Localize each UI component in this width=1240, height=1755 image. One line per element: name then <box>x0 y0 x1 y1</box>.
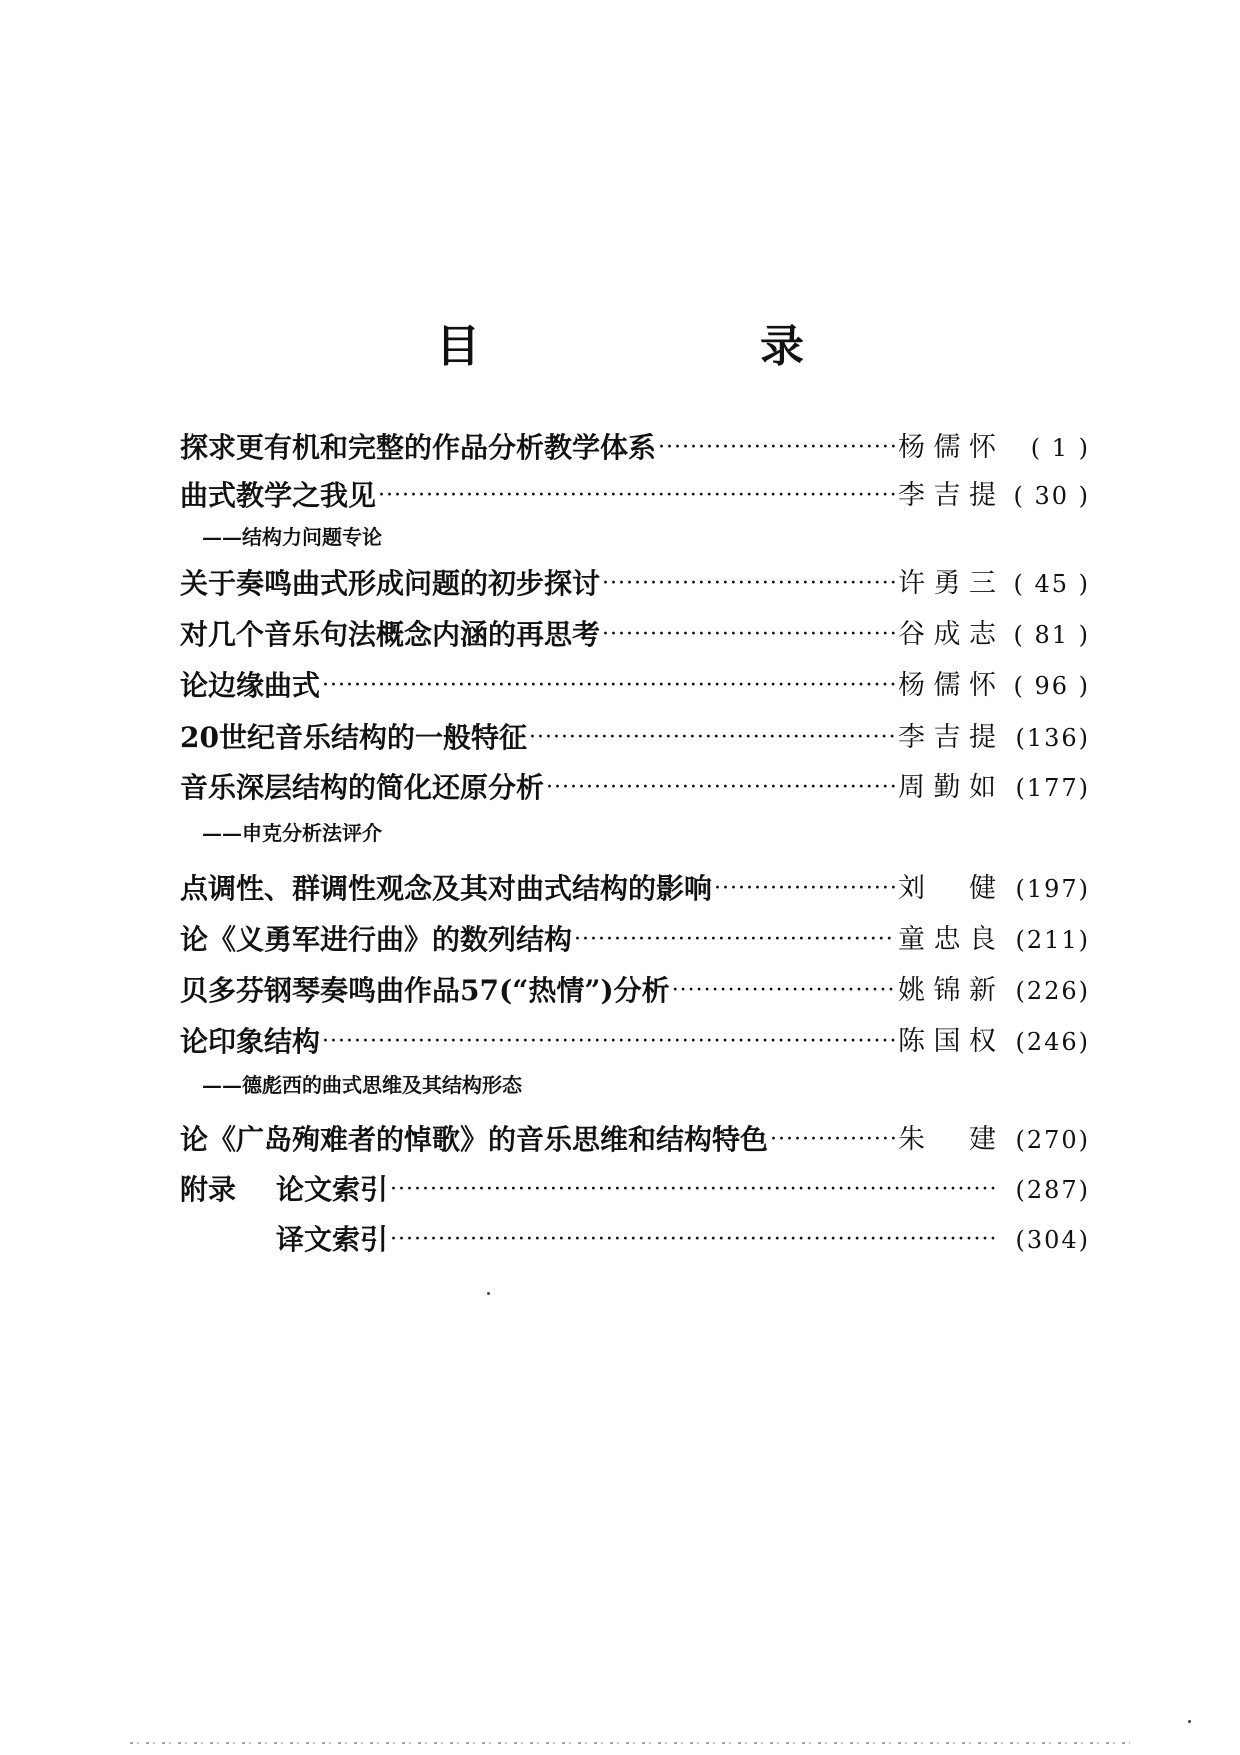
toc-entry-page: (270) <box>1015 1126 1090 1154</box>
toc-entry[interactable] <box>180 666 1090 706</box>
toc-entry-subtitle: ——申克分析法评介 <box>202 821 382 845</box>
leader-dots <box>390 1170 996 1210</box>
toc-entry-subtitle: ——德彪西的曲式思维及其结构形态 <box>202 1073 522 1097</box>
toc-entry-author: 朱 建 <box>898 1124 998 1155</box>
leader-dots <box>322 1022 896 1062</box>
appendix-entry[interactable] <box>276 1220 1090 1260</box>
leader-dots <box>529 718 896 758</box>
toc-entry-page: ( 81 ) <box>1013 621 1090 649</box>
toc-entry[interactable] <box>180 476 1090 516</box>
leader-dots <box>322 666 896 706</box>
leader-dots <box>602 564 896 604</box>
toc-entry-author: 姚锦新 <box>898 975 998 1006</box>
toc-entry[interactable] <box>180 564 1090 604</box>
toc-entry-author: 刘 健 <box>898 873 998 904</box>
toc-entry[interactable] <box>180 1120 1090 1160</box>
leader-dots <box>658 428 896 468</box>
toc-entry-title: 对几个音乐句法概念内涵的再思考 <box>180 618 601 651</box>
toc-entry-author: 李吉提 <box>898 480 998 511</box>
scan-speck <box>1188 1720 1191 1723</box>
toc-entry-page: ( 1 ) <box>1030 434 1090 462</box>
toc-entry-title: 20世纪音乐结构的一般特征 <box>180 721 527 754</box>
toc-entry-title: 曲式教学之我见 <box>180 479 377 512</box>
leader-dots <box>714 869 896 909</box>
appendix-entry-page: (304) <box>1015 1226 1090 1254</box>
appendix-entry-title: 论文索引 <box>276 1173 389 1206</box>
toc-entry-page: (211) <box>1015 926 1090 954</box>
leader-dots <box>546 768 896 808</box>
leader-dots <box>770 1120 896 1160</box>
appendix-entry-title: 译文索引 <box>276 1223 389 1256</box>
toc-entry-page: ( 30 ) <box>1013 482 1090 510</box>
scan-speck <box>487 1292 490 1295</box>
toc-entry-author: 杨儒怀 <box>898 432 998 463</box>
toc-entry-page: (136) <box>1015 724 1090 752</box>
toc-entry[interactable] <box>180 768 1090 808</box>
toc-entry-page: ( 96 ) <box>1013 672 1090 700</box>
toc-entry-title: 关于奏鸣曲式形成问题的初步探讨 <box>180 567 601 600</box>
toc-entry-page: (197) <box>1015 875 1090 903</box>
toc-entry-title: 贝多芬钢琴奏鸣曲作品57(“热情”)分析 <box>180 974 670 1007</box>
toc-entry-author: 杨儒怀 <box>898 670 998 701</box>
toc-entry-title: 论《义勇军进行曲》的数列结构 <box>180 923 573 956</box>
toc-entry-title: 点调性、群调性观念及其对曲式结构的影响 <box>180 872 713 905</box>
toc-entry-author: 许勇三 <box>898 568 998 599</box>
toc-entry-title: 论《广岛殉难者的悼歌》的音乐思维和结构特色 <box>180 1123 769 1156</box>
toc-entry[interactable] <box>180 869 1090 909</box>
leader-dots <box>672 971 896 1011</box>
toc-entry[interactable] <box>180 615 1090 655</box>
toc-entry-title: 探求更有机和完整的作品分析教学体系 <box>180 431 657 464</box>
toc-entry[interactable] <box>180 428 1090 468</box>
page-title: 目 录 <box>436 321 868 372</box>
toc-entry[interactable] <box>180 718 1090 758</box>
toc-entry-author: 李吉提 <box>898 722 998 753</box>
toc-entry-page: ( 45 ) <box>1013 570 1090 598</box>
toc-entry-title: 论边缘曲式 <box>180 669 321 702</box>
toc-entry[interactable] <box>180 1022 1090 1062</box>
toc-entry-page: (246) <box>1015 1028 1090 1056</box>
toc-entry[interactable] <box>180 920 1090 960</box>
toc-entry-title: 论印象结构 <box>180 1025 321 1058</box>
toc-entry-author: 童忠良 <box>898 924 998 955</box>
leader-dots <box>378 476 896 516</box>
toc-entry-author: 陈国权 <box>898 1026 998 1057</box>
toc-entry[interactable] <box>180 971 1090 1011</box>
toc-entry-author: 周勤如 <box>898 772 998 803</box>
leader-dots <box>390 1220 996 1260</box>
toc-entry-page: (177) <box>1015 774 1090 802</box>
toc-entry-subtitle: ——结构力问题专论 <box>202 525 382 549</box>
appendix-entry-page: (287) <box>1015 1176 1090 1204</box>
appendix-label: 附录 <box>180 1173 237 1206</box>
leader-dots <box>574 920 896 960</box>
appendix-entry[interactable] <box>276 1170 1090 1210</box>
leader-dots <box>602 615 896 655</box>
toc-entry-page: (226) <box>1015 977 1090 1005</box>
toc-entry-title: 音乐深层结构的简化还原分析 <box>180 771 545 804</box>
scan-edge-noise <box>130 1742 1130 1744</box>
toc-entry-author: 谷成志 <box>898 619 998 650</box>
